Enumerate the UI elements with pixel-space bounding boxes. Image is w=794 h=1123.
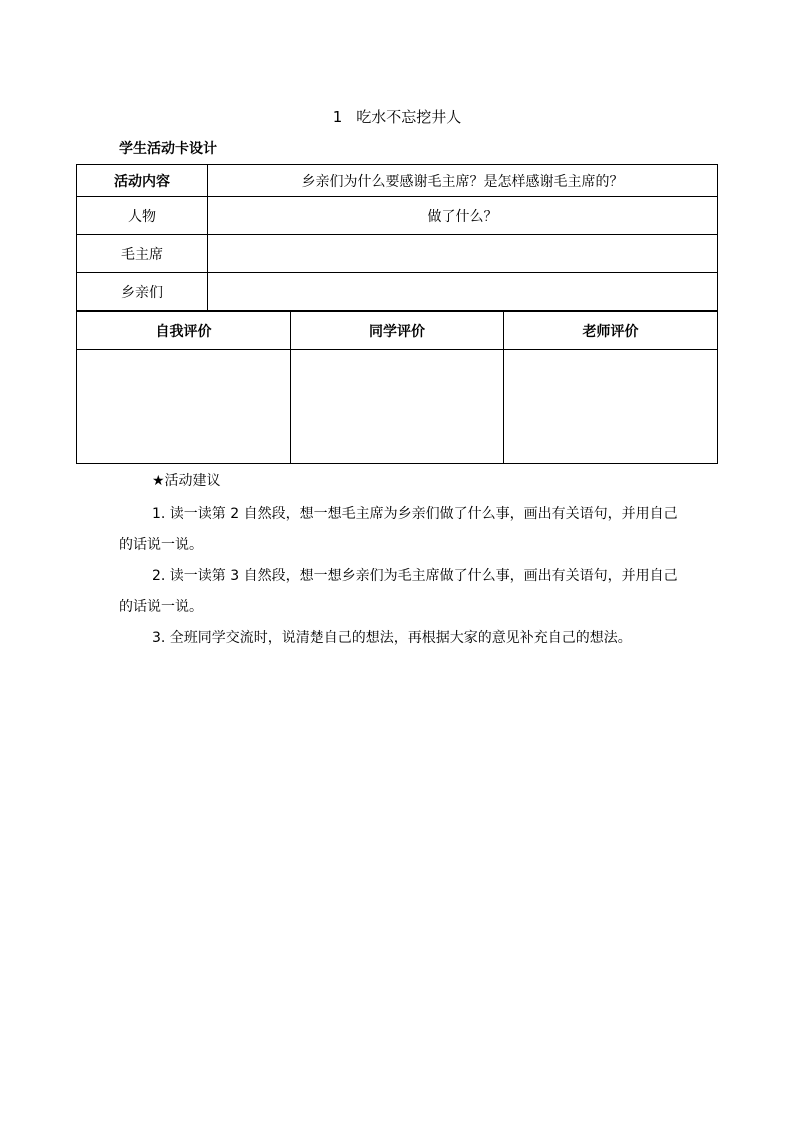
peer-evaluation-cell[interactable] — [291, 350, 504, 464]
suggestion-item: 2. 读一读第 3 自然段，想一想乡亲们为毛主席做了什么事，画出有关语句，并用自己的话说一说。 — [119, 568, 678, 615]
suggestions-heading: ★活动建议 — [152, 473, 221, 489]
table-row — [77, 165, 718, 197]
table-row — [77, 235, 718, 273]
column-header-person: 人物 — [77, 197, 208, 235]
answer-cell[interactable] — [208, 235, 718, 273]
person-cell: 毛主席 — [77, 235, 208, 273]
card-subtitle: 学生活动卡设计 — [119, 141, 217, 157]
evaluation-table — [76, 311, 718, 464]
lesson-title — [0, 107, 794, 127]
self-evaluation-cell[interactable] — [77, 350, 291, 464]
teacher-evaluation-header: 老师评价 — [504, 312, 718, 350]
table-row — [77, 273, 718, 311]
table-row — [77, 350, 718, 464]
lesson-title-text: 吃水不忘挖井人 — [356, 108, 462, 126]
self-evaluation-header: 自我评价 — [77, 312, 291, 350]
activity-content-question: 乡亲们为什么要感谢毛主席？是怎样感谢毛主席的？ — [208, 165, 718, 197]
table-row — [77, 312, 718, 350]
column-header-did-what: 做了什么？ — [208, 197, 718, 235]
suggestion-item: 1. 读一读第 2 自然段，想一想毛主席为乡亲们做了什么事，画出有关语句，并用自己的话说一说。 — [119, 506, 678, 553]
suggestion-item: 3. 全班同学交流时，说清楚自己的想法，再根据大家的意见补充自己的想法。 — [152, 630, 632, 646]
lesson-number: 1 — [332, 108, 343, 126]
answer-cell[interactable] — [208, 273, 718, 311]
activity-content-label: 活动内容 — [77, 165, 208, 197]
person-cell: 乡亲们 — [77, 273, 208, 311]
table-row — [77, 197, 718, 235]
teacher-evaluation-cell[interactable] — [504, 350, 718, 464]
activity-table — [76, 164, 718, 311]
peer-evaluation-header: 同学评价 — [291, 312, 504, 350]
